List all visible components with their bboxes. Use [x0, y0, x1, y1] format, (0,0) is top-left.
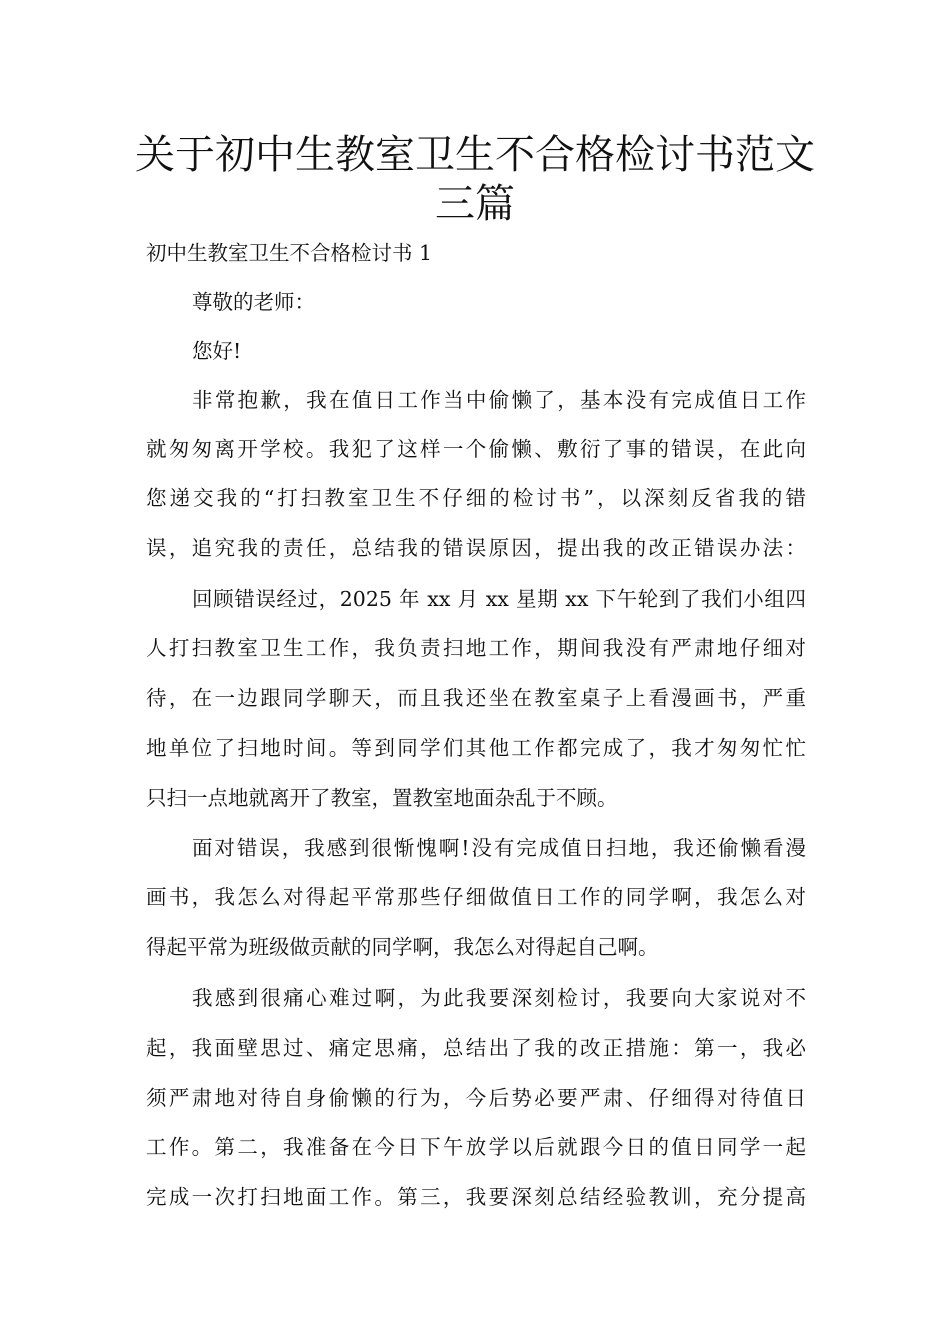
paragraph-line: 误，追究我的责任，总结我的错误原因，提出我的改正错误办法： — [146, 536, 806, 560]
paragraph-line: 就匆匆离开学校。我犯了这样一个偷懒、敷衍了事的错误，在此向 — [146, 437, 806, 461]
paragraph-line: 面对错误，我感到很惭愧啊!没有完成值日扫地，我还偷懒看漫 — [192, 836, 806, 860]
paragraph-line: 画书，我怎么对得起平常那些仔细做值日工作的同学啊，我怎么对 — [146, 885, 806, 909]
paragraph-line: 回顾错误经过，2025 年 xx 月 xx 星期 xx 下午轮到了我们小组四 — [192, 587, 806, 611]
paragraph-line: 我感到很痛心难过啊，为此我要深刻检讨，我要向大家说对不 — [192, 986, 806, 1010]
paragraph-line: 人打扫教室卫生工作，我负责扫地工作，期间我没有严肃地仔细对 — [146, 636, 806, 660]
salutation: 尊敬的老师： — [192, 290, 315, 314]
paragraph-line: 只扫一点地就离开了教室，置教室地面杂乱于不顾。 — [146, 786, 618, 810]
paragraph-line: 非常抱歉，我在值日工作当中偷懒了，基本没有完成值日工作 — [192, 388, 806, 412]
paragraph-line: 工作。第二，我准备在今日下午放学以后就跟今日的值日同学一起 — [146, 1135, 806, 1159]
paragraph-line: 地单位了扫地时间。等到同学们其他工作都完成了，我才匆匆忙忙 — [146, 736, 806, 760]
paragraph-line: 须严肃地对待自身偷懒的行为，今后势必要严肃、仔细得对待值日 — [146, 1086, 806, 1110]
paragraph-line: 待，在一边跟同学聊天，而且我还坐在教室桌子上看漫画书，严重 — [146, 686, 806, 710]
paragraph-line: 完成一次打扫地面工作。第三，我要深刻总结经验教训，充分提高 — [146, 1185, 806, 1209]
paragraph-line: 起，我面壁思过、痛定思痛，总结出了我的改正措施：第一，我必 — [146, 1036, 806, 1060]
section-heading: 初中生教室卫生不合格检讨书 1 — [146, 241, 433, 265]
paragraph-line: 您递交我的“打扫教室卫生不仔细的检讨书”，以深刻反省我的错 — [146, 486, 806, 510]
document-title-line-2: 三篇 — [435, 181, 515, 227]
greeting: 您好! — [192, 339, 242, 363]
document-title-line-1: 关于初中生教室卫生不合格检讨书范文 — [135, 132, 815, 178]
paragraph-line: 得起平常为班级做贡献的同学啊，我怎么对得起自己啊。 — [146, 935, 659, 959]
